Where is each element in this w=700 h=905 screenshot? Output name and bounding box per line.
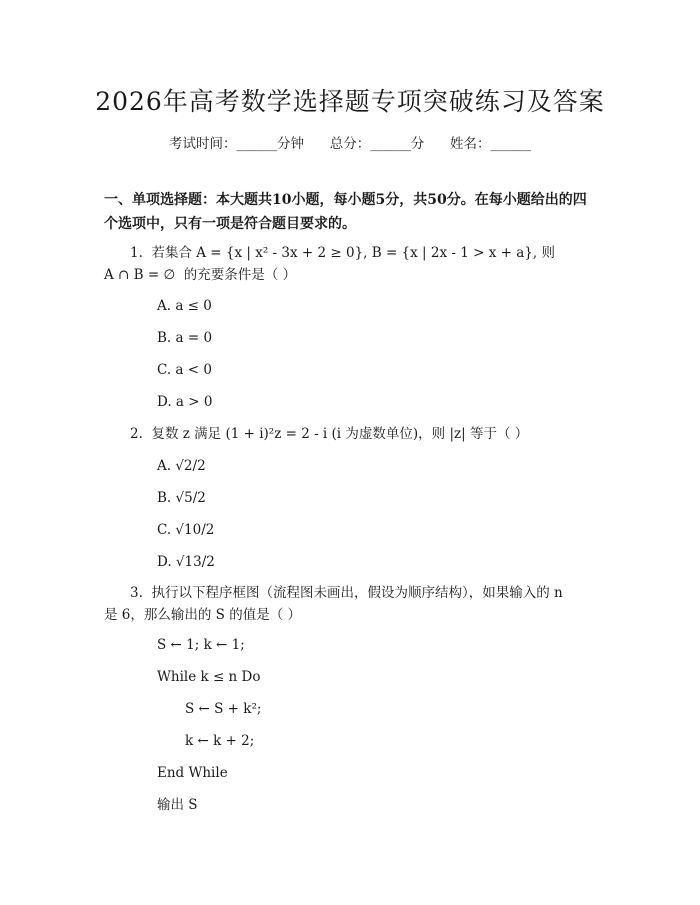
- question-1-option-d: D. a > 0: [157, 394, 213, 410]
- code-line-2: While k ≤ n Do: [157, 669, 261, 685]
- code-line-1: S ← 1; k ← 1;: [157, 637, 245, 653]
- question-1-text-cont: A ∩ B = ∅ 的充要条件是（ ）: [104, 267, 297, 283]
- question-2-option-d: D. √13/2: [157, 554, 215, 570]
- question-1-text: 1. 若集合 A = {x | x² - 3x + 2 ≥ 0}, B = {x | 2x - 1 > x + a}, 则: [130, 245, 555, 261]
- section-heading: 一、单项选择题：本大题共10小题，每小题5分，共50分。在每小题给出的四个选项中，只有一项是符合题目要求的。: [104, 192, 587, 232]
- question-2-option-a: A. √2/2: [157, 458, 206, 474]
- question-1-option-a: A. a ≤ 0: [157, 298, 212, 314]
- question-2-option-b: B. √5/2: [157, 490, 206, 506]
- question-1-option-c: C. a < 0: [157, 362, 212, 378]
- question-3-text-cont: 是 6，那么输出的 S 的值是（ ）: [104, 607, 302, 623]
- question-2-option-c: C. √10/2: [157, 522, 215, 538]
- page-title: 2026年高考数学选择题专项突破练习及答案: [95, 87, 605, 116]
- code-line-6: 输出 S: [157, 797, 198, 813]
- question-2-text: 2. 复数 z 满足 (1 + i)²z = 2 - i (i 为虚数单位)，则 |z| 等于（ ）: [130, 426, 529, 442]
- exam-info: 考试时间：______分钟 总分：______分 姓名：______: [169, 136, 531, 152]
- question-1-option-b: B. a = 0: [157, 330, 213, 346]
- code-line-3: S ← S + k²;: [185, 701, 262, 717]
- code-line-5: End While: [157, 765, 228, 781]
- question-3-text: 3. 执行以下程序框图（流程图未画出，假设为顺序结构），如果输入的 n: [130, 585, 563, 601]
- code-line-4: k ← k + 2;: [185, 733, 255, 749]
